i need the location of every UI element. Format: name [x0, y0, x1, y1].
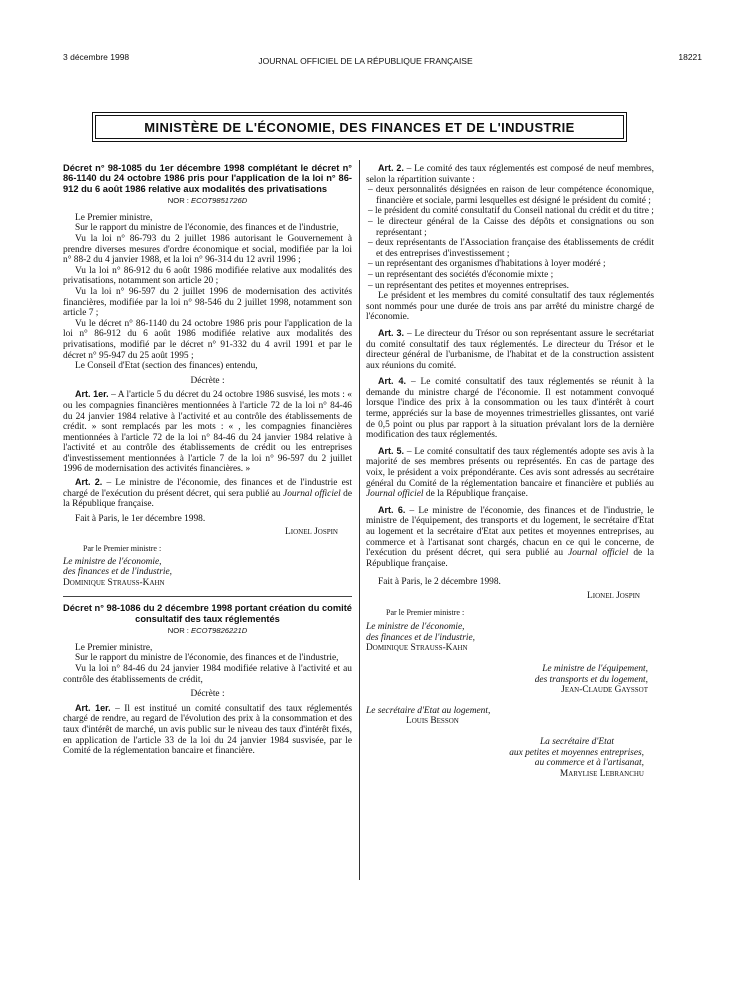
- article-text: – Le comité consultatif des taux réglementés adopte ses avis à la majorité de ses membres présents ou représentés. En cas de partage des voix, le président a voix prépondérante. Ces avis sont adressés au secrétaire général du Comité de la réglementation bancaire et financière et publiés au: [366, 446, 654, 489]
- decree-1-para: Vu la loi n° 86-793 du 2 juillet 1986 autorisant le Gouvernement à prendre diverses mesures d'ordre économique et social, modifiée par la loi n° 88-2 du 4 janvier 1988, et la loi n° 96-314 du 12 avril 1996 ;: [63, 234, 352, 266]
- decree-1-par: Par le Premier ministre :: [83, 544, 162, 554]
- right-column: [366, 163, 654, 779]
- header-journal-title: JOURNAL OFFICIEL DE LA RÉPUBLIQUE FRANÇAISE: [258, 56, 473, 66]
- decree-1-article-2: [63, 477, 352, 510]
- decree-1-decrete: Décrète :: [190, 375, 225, 386]
- decree-2-article-2-tail: Le président et les membres du comité consultatif des taux réglementés sont nommés pour une durée de trois ans par arrêté du ministre chargé de l'économie.: [366, 291, 654, 323]
- decree-2-article-6: [366, 505, 654, 570]
- article-label: Art. 3.: [378, 327, 405, 338]
- decree-2-title: Décret n° 98-1086 du 2 décembre 1998 portant création du comité consultatif des taux réglementés: [63, 603, 352, 624]
- ministry-banner: MINISTÈRE DE L'ÉCONOMIE, DES FINANCES ET DE L'INDUSTRIE: [95, 115, 624, 139]
- decree-1: [63, 163, 352, 588]
- journal-officiel-ref: Journal officiel: [366, 489, 424, 500]
- minister-role: Le ministre de l'équipement,: [542, 663, 648, 674]
- decree-2-para: Le Premier ministre,: [75, 642, 153, 653]
- article-text: – Il est institué un comité consultatif des taux réglementés chargé de rendre, au regard de l'évolution des prix à la consommation et des taux d'intérêt de marché, un avis public sur le niveau des taux d'intérêt fixés, en application de l'article 33 de la loi du 24 janvier 1984 susvisée, par le Comité de la réglementation bancaire et financière.: [63, 703, 352, 757]
- article-text: – Le ministre de l'économie, des finances et de l'industrie, le ministre de l'équipement, des transports et du logement, le secrétaire d'Etat au logement et la secrétaire d'Etat aux petites et moyennes entreprises, au commerce et à l'artisanat sont chargés, chacun en ce qui le concerne, de l'exécution du présent décret, qui sera publié au: [366, 505, 654, 559]
- minister-role: des finances et de l'industrie,: [366, 632, 476, 643]
- decree-separator: [63, 596, 352, 597]
- decree-1-para: Le Conseil d'Etat (section des finances) entendu,: [75, 361, 258, 372]
- decree-2-par: Par le Premier ministre :: [386, 607, 465, 617]
- minister-role: des transports et du logement,: [534, 674, 648, 685]
- nor-code: ECOT9826221D: [191, 626, 248, 636]
- list-item: – un représentant des petites et moyennes entreprises.: [366, 281, 654, 292]
- decree-2-fait: Fait à Paris, le 2 décembre 1998.: [378, 577, 501, 588]
- signature-equipment-minister: [366, 664, 654, 696]
- article-label: Art. 2.: [75, 477, 103, 488]
- decree-1-minister-signature: [63, 557, 352, 589]
- list-item: – deux personnalités désignées en raison de leur compétence économique, financière et sociale, parmi lesquelles est désigné le président du comité ;: [366, 185, 654, 206]
- minister-role: Le ministre de l'économie,: [63, 556, 162, 567]
- decree-2-article-4: [366, 376, 654, 441]
- decree-2-nor: [63, 626, 352, 637]
- left-column: [63, 163, 352, 757]
- signature-economy-minister: [366, 622, 654, 654]
- article-text: – Le comité consultatif des taux réglementés se réunit à la demande du ministre chargé de l'économie. Il est notamment convoqué lorsque l'indice des prix à la consommation ou les taux d'intérêt à court terme, appréciés sur la base de moyennes trimestrielles glissantes, ont varié de 0,5 point ou plus par rapport à la situation prévalant lors de la dernière modification des taux réglementés.: [366, 377, 654, 441]
- article-label: Art. 1er.: [75, 702, 111, 713]
- header-date: 3 décembre 1998: [63, 52, 130, 62]
- article-label: Art. 2.: [378, 163, 404, 173]
- article-text: – A l'article 5 du décret du 24 octobre 1986 susvisé, les mots : « ou les compagnies financières mentionnées à l'article 72 de la loi n° 84-46 du 24 janvier 1984 relative à l'activité et au contrôle des établissements de crédit. » sont remplacés par les mots : « , les compagnies financières mentionnées à l'article 72 de la loi n° 84-46 du 24 janvier 1984 relative à l'activité et au contrôle des établissements de crédit ou les entreprises d'investissement mentionnées à l'article 7 de la loi n° 96-597 du 2 juillet 1996 de modernisation des activités financières. »: [63, 390, 352, 475]
- decree-1-nor: [63, 196, 352, 207]
- article-text: de la République française.: [63, 488, 352, 510]
- minister-role: au commerce et à l'artisanat,: [534, 758, 644, 769]
- decree-2-article-3: [366, 328, 654, 371]
- decree-2-decrete: Décrète :: [190, 689, 225, 700]
- decree-2-article-1: [63, 703, 352, 757]
- minister-name: Dominique Strauss-Kahn: [63, 577, 165, 588]
- minister-role: aux petites et moyennes entreprises,: [509, 747, 644, 758]
- signature-sme-secretary: [366, 737, 654, 779]
- column-divider: [359, 160, 360, 880]
- decree-2-para: Vu la loi n° 84-46 du 24 janvier 1984 modifiée relative à l'activité et au contrôle des établissements de crédit,: [63, 664, 352, 685]
- decree-2-signer: Lionel Jospin: [587, 590, 640, 601]
- minister-name: Louis Besson: [406, 716, 459, 727]
- article-text: de la République française.: [366, 548, 654, 569]
- journal-officiel-ref: Journal officiel: [283, 488, 341, 499]
- decree-1-fait: Fait à Paris, le 1er décembre 1998.: [75, 513, 206, 524]
- minister-role: Le secrétaire d'Etat au logement,: [366, 705, 491, 716]
- list-item: – un représentant des organismes d'habitations à loyer modéré ;: [366, 259, 654, 270]
- header-page-number: 18221: [678, 52, 702, 62]
- nor-label: NOR :: [167, 196, 189, 206]
- signature-housing-secretary: [366, 706, 654, 727]
- list-item: – deux représentants de l'Association française des établissements de crédit et des entreprises d'investissement ;: [366, 238, 654, 259]
- article-text: – Le comité des taux réglementés est composé de neuf membres, selon la répartition suivante :: [366, 164, 654, 185]
- decree-2-start: [63, 603, 352, 756]
- minister-role: Le ministre de l'économie,: [366, 622, 465, 633]
- list-item: – le président du comité consultatif du Conseil national du crédit et du titre ;: [366, 206, 654, 217]
- article-text: de la République française.: [423, 489, 528, 500]
- decree-1-title: Décret n° 98-1085 du 1er décembre 1998 complétant le décret n° 86-1140 du 24 octobre 1986 pris pour l'application de la loi n° 86-912 du 6 août 1986 relative aux modalités des privatisations: [63, 163, 352, 194]
- decree-1-para: Vu la loi n° 86-912 du 6 août 1986 modifiée relative aux modalités des privatisations, notamment son article 20 ;: [63, 265, 352, 287]
- decree-1-signer: Lionel Jospin: [285, 527, 338, 538]
- decree-1-para: Vu la loi n° 96-597 du 2 juillet 1996 de modernisation des activités financières, modifiée par la loi n° 98-546 du 2 juillet 1998, notamment son article 7 ;: [63, 286, 352, 319]
- decree-1-para: Vu le décret n° 86-1140 du 24 octobre 1986 pris pour l'application de la loi n° 86-912 du 6 août 1986 modifiée relative aux modalités des privatisations, modifié par le décret n° 91-332 du 4 avril 1991 et par le décret n° 95-947 du 25 août 1995 ;: [63, 318, 352, 361]
- nor-label: NOR :: [167, 626, 189, 636]
- decree-2-article-5: [366, 446, 654, 500]
- article-text: – Le directeur du Trésor ou son représentant assure le secrétariat du comité consultatif des taux réglementés. Le directeur du Trésor et le directeur général de l'urbanisme, de l'habitat et de la construction assistent aux réunions du comité.: [366, 328, 654, 371]
- minister-name: Dominique Strauss-Kahn: [366, 643, 468, 654]
- article-label: Art. 4.: [378, 376, 407, 387]
- decree-2-article-2: [366, 163, 654, 185]
- list-item: – un représentant des sociétés d'économie mixte ;: [366, 270, 654, 281]
- decree-1-article-1: [63, 389, 352, 475]
- article-label: Art. 1er.: [75, 389, 109, 400]
- article-label: Art. 5.: [378, 445, 404, 456]
- minister-role: des finances et de l'industrie,: [63, 567, 173, 578]
- decree-1-para: Sur le rapport du ministre de l'économie, des finances et de l'industrie,: [75, 223, 339, 234]
- minister-name: Jean-Claude Gayssot: [561, 685, 648, 696]
- committee-members-list: [366, 185, 654, 291]
- minister-name: Marylise Lebranchu: [559, 768, 644, 779]
- article-text: – Le ministre de l'économie, des finances et de l'industrie est chargé de l'exécution du présent décret, qui sera publié au: [63, 478, 352, 499]
- article-label: Art. 6.: [378, 504, 406, 515]
- decree-2-para: Sur le rapport du ministre de l'économie, des finances et de l'industrie,: [75, 653, 339, 664]
- list-item: – le directeur général de la Caisse des dépôts et consignations ou son représentant ;: [366, 217, 654, 238]
- journal-officiel-ref: Journal officiel: [568, 548, 629, 559]
- nor-code: ECOT9851726D: [191, 196, 248, 206]
- minister-role: La secrétaire d'Etat: [539, 736, 614, 747]
- decree-1-para: Le Premier ministre,: [75, 212, 153, 223]
